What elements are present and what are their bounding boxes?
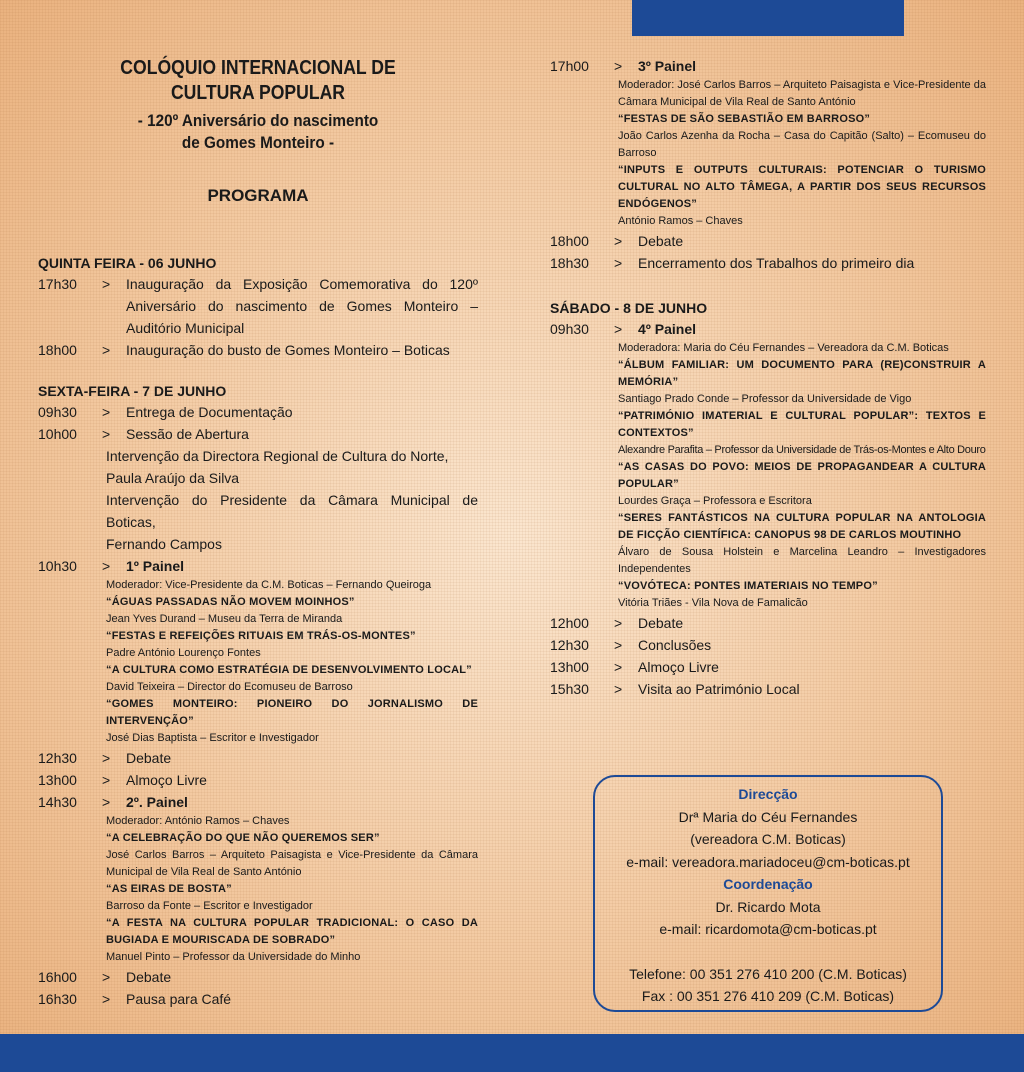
title-line-1: COLÓQUIO INTERNACIONAL DE — [120, 57, 396, 79]
schedule-row: 12h30 > Conclusões — [550, 634, 986, 656]
friday-heading: SEXTA-FEIRA - 7 DE JUNHO — [38, 383, 227, 399]
director-name: Drª Maria do Céu Fernandes — [678, 808, 858, 825]
event-text: Inauguração da Exposição Comemorativa do 120º Aniversário do nascimento de Gomes Monteiro – Auditório Municipal — [126, 276, 478, 336]
event-text: Debate — [638, 233, 684, 249]
schedule-row: 14h30 > 2º. Painel — [38, 791, 478, 813]
schedule-row: 16h30 > Pausa para Café — [38, 988, 478, 1010]
event-text: Debate — [126, 969, 172, 985]
time-label: 17h30 — [38, 276, 77, 292]
speaker: Padre António Lourenço Fontes — [106, 647, 261, 659]
time-label: 16h30 — [38, 991, 77, 1007]
schedule-row: 15h30 > Visita ao Património Local — [550, 678, 986, 700]
schedule-row: 18h00 > Inauguração do busto de Gomes Monteiro – Boticas — [38, 339, 478, 361]
subtitle-line-2: de Gomes Monteiro - — [181, 133, 335, 152]
schedule-row: 17h00 > 3º Painel — [550, 55, 986, 77]
title-line-2: CULTURA POPULAR — [170, 82, 346, 104]
moderator: Moderador: José Carlos Barros – Arquiteto Paisagista e Vice-Presidente da Câmara Municipal de Vila Real de Santo António — [618, 79, 986, 108]
coordenacao-heading: Coordenação — [723, 876, 813, 892]
top-blue-bar — [632, 0, 904, 36]
talk-title: “FESTAS DE SÃO SEBASTIÃO EM BARROSO” — [618, 113, 871, 125]
talk-title: “AS CASAS DO POVO: MEIOS DE PROPAGANDEAR A CULTURA POPULAR” — [618, 461, 986, 490]
director-email: e-mail: vereadora.mariadoceu@cm-boticas.pt — [626, 853, 910, 870]
schedule-row: 09h30 > Entrega de Documentação — [38, 401, 478, 423]
panel-title: 4º Painel — [638, 321, 697, 337]
event-text: Visita ao Património Local — [638, 681, 800, 697]
talk-title: “PATRIMÓNIO IMATERIAL E CULTURAL POPULAR”: TEXTOS E CONTEXTOS” — [618, 410, 986, 439]
panel-title: 1º Painel — [126, 558, 185, 574]
event-text: Conclusões — [638, 637, 712, 653]
schedule-row: 13h00 > Almoço Livre — [38, 769, 478, 791]
schedule-row: 17h30 > Inauguração da Exposição Comemorativa do 120º Aniversário do nascimento de Gomes Monteiro – Auditório Municipal — [38, 273, 478, 339]
talk-title: “INPUTS E OUTPUTS CULTURAIS: POTENCIAR O TURISMO CULTURAL NO ALTO TÂMEGA, A PARTIR DOS SEUS RECURSOS ENDÓGENOS” — [618, 164, 986, 210]
programa-heading: PROGRAMA — [207, 186, 309, 205]
time-label: 10h00 — [38, 426, 77, 442]
time-label: 12h30 — [550, 637, 589, 653]
event-text: Almoço Livre — [638, 659, 719, 675]
schedule-row: 12h30 > Debate — [38, 747, 478, 769]
intervention-1: Intervenção da Directora Regional de Cultura do Norte, — [106, 448, 449, 464]
contact-box — [593, 775, 943, 1012]
intervention-2-name: Fernando Campos — [106, 536, 222, 552]
speaker: Barroso da Fonte – Escritor e Investigador — [106, 900, 313, 912]
right-column — [550, 55, 986, 700]
time-label: 10h30 — [38, 558, 77, 574]
speaker: Santiago Prado Conde – Professor da Universidade de Vigo — [618, 393, 912, 405]
speaker: José Dias Baptista – Escritor e Investigador — [106, 732, 319, 744]
talk-title: “A CELEBRAÇÃO DO QUE NÃO QUEREMOS SER” — [106, 832, 380, 844]
fax-number: Fax : 00 351 276 410 209 (C.M. Boticas) — [641, 988, 895, 1004]
speaker: Manuel Pinto – Professor da Universidade do Minho — [106, 951, 361, 963]
time-label: 18h30 — [550, 255, 589, 271]
event-text: Entrega de Documentação — [126, 404, 293, 420]
event-text: Almoço Livre — [126, 772, 207, 788]
speaker: Lourdes Graça – Professora e Escritora — [618, 495, 812, 507]
talk-title: “AS EIRAS DE BOSTA” — [106, 883, 232, 895]
event-text: Sessão de Abertura — [126, 426, 249, 442]
talk-title: “A CULTURA COMO ESTRATÉGIA DE DESENVOLVIMENTO LOCAL” — [106, 664, 472, 676]
schedule-row: 10h30 > 1º Painel — [38, 555, 478, 577]
time-label: 13h00 — [38, 772, 77, 788]
event-text: Debate — [638, 615, 684, 631]
phone-number: Telefone: 00 351 276 410 200 (C.M. Boticas) — [629, 965, 907, 982]
schedule-row: 18h30 > Encerramento dos Trabalhos do primeiro dia — [550, 252, 986, 274]
time-label: 09h30 — [38, 404, 77, 420]
time-label: 18h00 — [550, 233, 589, 249]
direccao-heading: Direcção — [738, 786, 798, 802]
speaker: David Teixeira – Director do Ecomuseu de Barroso — [106, 681, 353, 693]
thursday-heading: QUINTA FEIRA - 06 JUNHO — [38, 255, 217, 271]
talk-title: “A FESTA NA CULTURA POPULAR TRADICIONAL: O CASO DA BUGIADA E MOURISCADA DE SOBRADO” — [106, 917, 478, 946]
moderator: Moderador: António Ramos – Chaves — [106, 815, 290, 827]
time-label: 18h00 — [38, 342, 77, 358]
time-label: 09h30 — [550, 321, 589, 337]
schedule-row: 13h00 > Almoço Livre — [550, 656, 986, 678]
saturday-heading: SÁBADO - 8 DE JUNHO — [550, 300, 708, 316]
talk-title: “SERES FANTÁSTICOS NA CULTURA POPULAR NA ANTOLOGIA DE FICÇÃO CIENTÍFICA: CANOPUS 98 DE CARLOS MOUTINHO — [618, 512, 986, 541]
panel-title: 2º. Painel — [126, 794, 188, 810]
event-text: Pausa para Café — [126, 991, 232, 1007]
intervention-2: Intervenção do Presidente da Câmara Municipal de Boticas, — [106, 492, 478, 530]
event-text: Debate — [126, 750, 172, 766]
schedule-row: 09h30 > 4º Painel — [550, 318, 986, 340]
left-column — [38, 56, 478, 1010]
talk-title: “FESTAS E REFEIÇÕES RITUAIS EM TRÁS-OS-MONTES” — [106, 630, 416, 642]
intervention-1-name: Paula Araújo da Silva — [106, 470, 240, 486]
talk-title: “ÁLBUM FAMILIAR: UM DOCUMENTO PARA (RE)CONSTRUIR A MEMÓRIA” — [618, 359, 986, 388]
time-label: 12h30 — [38, 750, 77, 766]
speaker: João Carlos Azenha da Rocha – Casa do Capitão (Salto) – Ecomuseu do Barroso — [618, 130, 986, 159]
time-label: 13h00 — [550, 659, 589, 675]
talk-title: “ÁGUAS PASSADAS NÃO MOVEM MOINHOS” — [106, 596, 355, 608]
schedule-row: 10h00 > Sessão de Abertura — [38, 423, 478, 445]
speaker: Vitória Triães - Vila Nova de Famalicão — [618, 597, 808, 609]
schedule-row: 16h00 > Debate — [38, 966, 478, 988]
time-label: 14h30 — [38, 794, 77, 810]
event-text: Encerramento dos Trabalhos do primeiro dia — [638, 255, 915, 271]
talk-title: “VOVÓTECA: PONTES IMATERIAIS NO TEMPO” — [618, 580, 878, 592]
speaker: António Ramos – Chaves — [618, 215, 743, 227]
speaker: José Carlos Barros – Arquiteto Paisagista e Vice-Presidente da Câmara Municipal de Vila Real de Santo António — [106, 849, 478, 878]
time-label: 16h00 — [38, 969, 77, 985]
schedule-row: 12h00 > Debate — [550, 612, 986, 634]
schedule-row: 18h00 > Debate — [550, 230, 986, 252]
talk-title: “GOMES MONTEIRO: PIONEIRO DO JORNALISMO DE INTERVENÇÃO” — [106, 698, 478, 727]
coordinator-email: e-mail: ricardomota@cm-boticas.pt — [659, 921, 877, 937]
speaker: Alexandre Parafita – Professor da Universidade de Trás-os-Montes e Alto Douro — [618, 444, 986, 456]
panel-title: 3º Painel — [638, 58, 697, 74]
moderator: Moderadora: Maria do Céu Fernandes – Vereadora da C.M. Boticas — [618, 342, 949, 354]
coordinator-name: Dr. Ricardo Mota — [715, 898, 821, 915]
director-role: (vereadora C.M. Boticas) — [690, 831, 846, 847]
event-text: Inauguração do busto de Gomes Monteiro – Boticas — [126, 342, 450, 358]
time-label: 15h30 — [550, 681, 589, 697]
speaker: Jean Yves Durand – Museu da Terra de Miranda — [106, 613, 343, 625]
bottom-blue-bar — [0, 1034, 1024, 1072]
time-label: 17h00 — [550, 58, 589, 74]
moderator: Moderador: Vice-Presidente da C.M. Boticas – Fernando Queiroga — [106, 579, 432, 591]
speaker: Álvaro de Sousa Holstein e Marcelina Leandro – Investigadores Independentes — [618, 546, 986, 575]
time-label: 12h00 — [550, 615, 589, 631]
subtitle-line-1: - 120º Aniversário do nascimento — [137, 111, 379, 130]
